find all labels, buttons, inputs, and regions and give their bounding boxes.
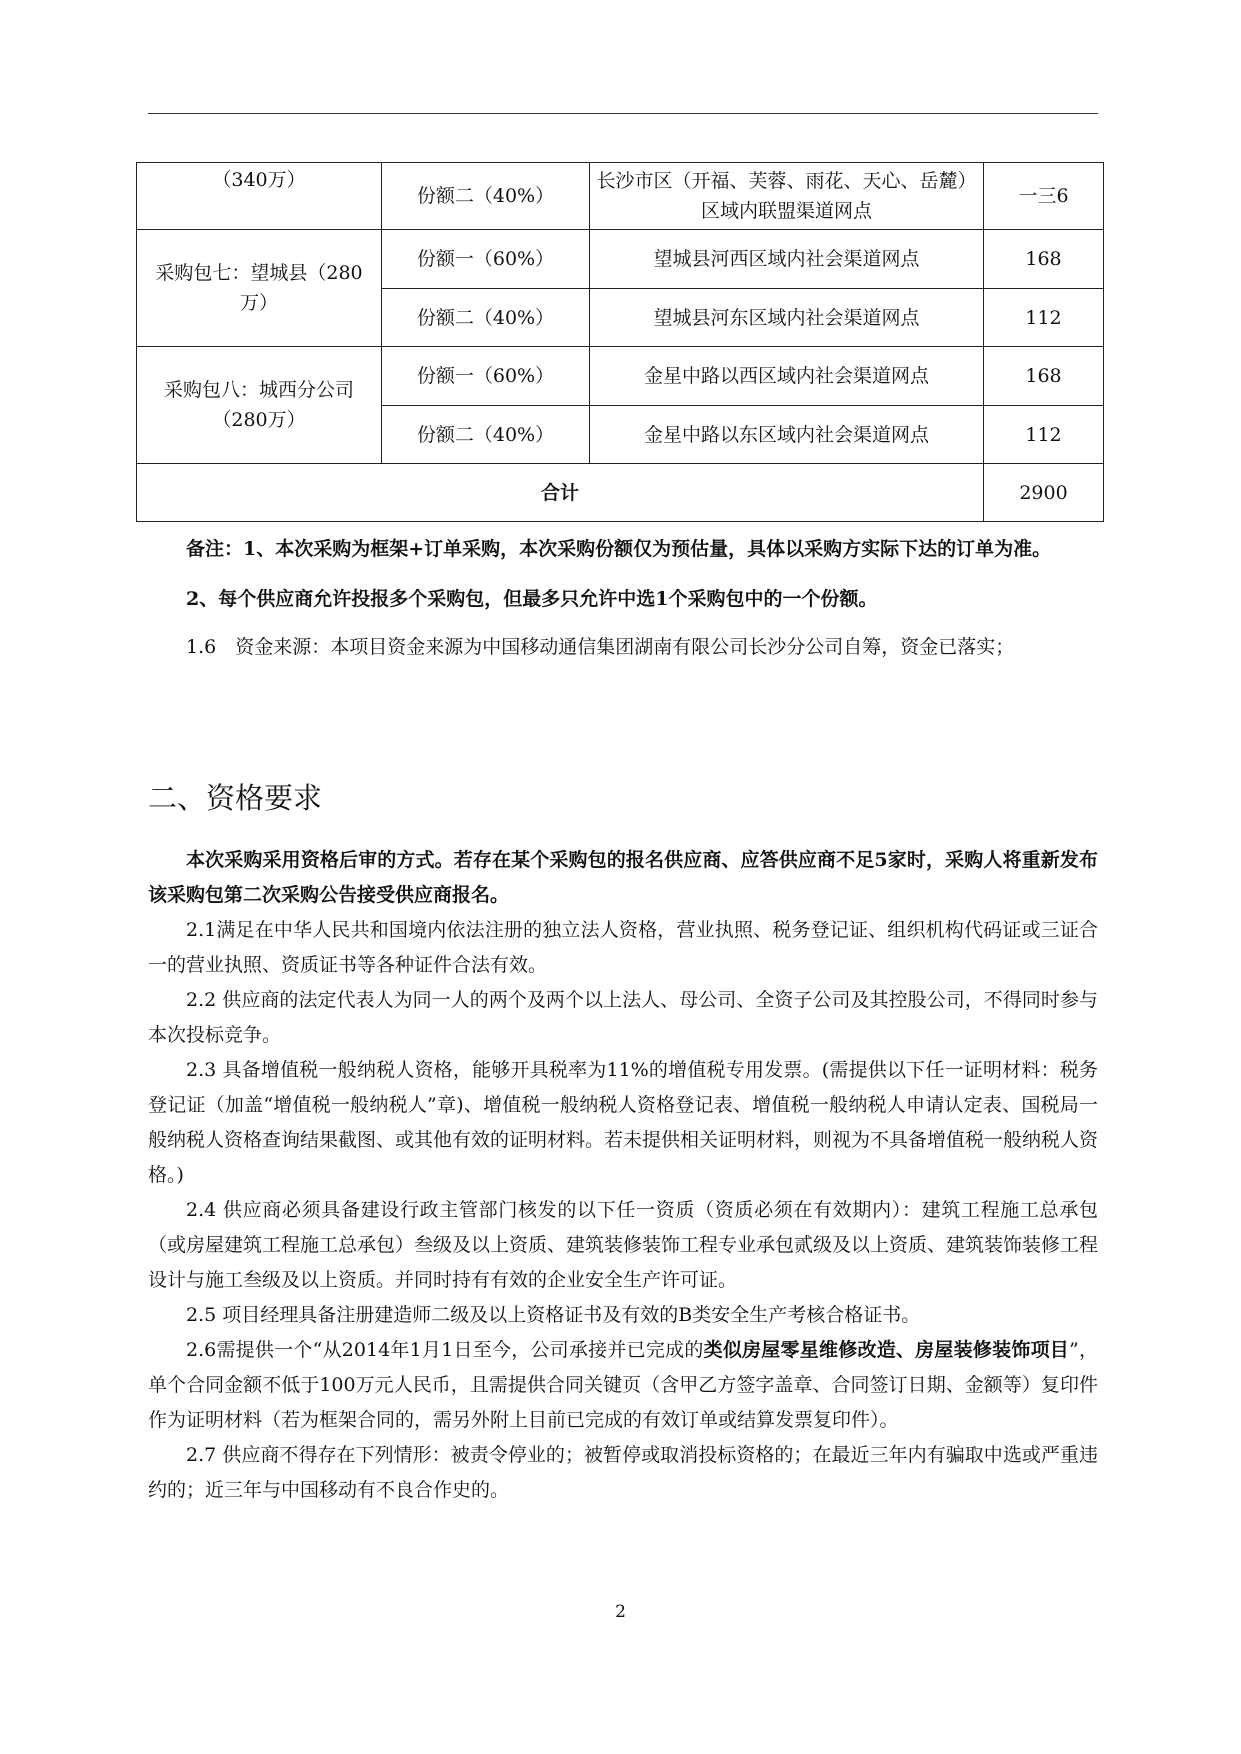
package-cell: 采购包八：城西分公司（280万） xyxy=(137,347,382,464)
requirement-2-5: 2.5 项目经理具备注册建造师二级及以上资格证书及有效的B类安全生产考核合格证书。 xyxy=(186,1304,921,1326)
requirement-2-6 xyxy=(148,1333,1098,1438)
page-number: 2 xyxy=(615,1602,626,1622)
amount-cell: 一三6 xyxy=(984,163,1104,230)
remarks-block xyxy=(148,525,1098,667)
remark-1: 备注：1、本次采购为框架+订单采购，本次采购份额仅为预估量，具体以采购方实际下达的订单为准。 xyxy=(186,538,1052,560)
table-row xyxy=(137,230,1104,289)
area-cell: 金星中路以西区域内社会渠道网点 xyxy=(590,347,984,406)
total-value: 2900 xyxy=(984,464,1104,522)
requirement-2-4: 2.4 供应商必须具备建设行政主管部门核发的以下任一资质（资质必须在有效期内）：建筑工程施工总承包（或房屋建筑工程施工总承包）叁级及以上资质、建筑装修装饰工程专业承包贰级及以上资质、建筑装饰装修工程设计与施工叁级及以上资质。并同时持有有效的企业安全生产许可证。 xyxy=(148,1199,1099,1291)
section-intro: 本次采购采用资格后审的方式。若存在某个采购包的报名供应商、应答供应商不足5家时，采购人将重新发布该采购包第二次采购公告接受供应商报名。 xyxy=(148,849,1098,906)
amount-cell: 112 xyxy=(984,406,1104,464)
funding-source: 1.6 资金来源：本项目资金来源为中国移动通信集团湖南有限公司长沙分公司自筹，资金已落实； xyxy=(186,636,1015,658)
requirement-2-2: 2.2 供应商的法定代表人为同一人的两个及两个以上法人、母公司、全资子公司及其控股公司，不得同时参与本次投标竞争。 xyxy=(148,989,1098,1046)
quota-cell: 份额二（40%） xyxy=(382,289,590,347)
package-cell: （340万） xyxy=(137,163,382,230)
quota-cell: 份额一（60%） xyxy=(382,230,590,289)
package-cell: 采购包七：望城县（280万） xyxy=(137,230,382,347)
requirement-2-1: 2.1满足在中华人民共和国境内依法注册的独立法人资格，营业执照、税务登记证、组织机构代码证或三证合一的营业执照、资质证书等各种证件合法有效。 xyxy=(148,919,1098,976)
requirement-2-6-emphasis: 类似房屋零星维修改造、房屋装修装饰项目 xyxy=(703,1339,1070,1361)
quota-cell: 份额一（60%） xyxy=(382,347,590,406)
remark-2: 2、每个供应商允许投报多个采购包，但最多只允许中选1个采购包中的一个份额。 xyxy=(186,588,878,610)
amount-cell: 112 xyxy=(984,289,1104,347)
qualification-requirements xyxy=(148,843,1098,1508)
section-heading: 二、资格要求 xyxy=(148,781,323,815)
area-cell: 望城县河东区域内社会渠道网点 xyxy=(590,289,984,347)
total-label: 合计 xyxy=(137,464,984,522)
amount-cell: 168 xyxy=(984,230,1104,289)
quota-cell: 份额二（40%） xyxy=(382,163,590,230)
requirement-2-3: 2.3 具备增值税一般纳税人资格，能够开具税率为11%的增值税专用发票。(需提供以下任一证明材料：税务登记证（加盖“增值税一般纳税人”章)、增值税一般纳税人资格登记表、增值税一般纳税人申请认定表、国税局一般纳税人资格查询结果截图、或其他有效的证明材料。若未提供相关证明材料，则视为不具备增值税一般纳税人资格。) xyxy=(148,1059,1099,1186)
procurement-package-table xyxy=(136,162,1104,522)
requirement-2-6-rest: ”，单个合同金额不低于100万元人民币，且需提供合同关键页（含甲乙方签字盖章、合同签订日期、金额等）复印件作为证明材料（若为框架合同的，需另外附上目前已完成的有效订单或结算发票复印件）。 xyxy=(148,1339,1098,1431)
header-rule xyxy=(148,113,1098,114)
area-cell: 金星中路以东区域内社会渠道网点 xyxy=(590,406,984,464)
area-cell: 望城县河西区域内社会渠道网点 xyxy=(590,230,984,289)
table-total-row xyxy=(137,464,1104,522)
amount-cell: 168 xyxy=(984,347,1104,406)
requirement-2-7: 2.7 供应商不得存在下列情形：被责令停业的；被暂停或取消投标资格的；在最近三年内有骗取中选或严重违约的；近三年与中国移动有不良合作史的。 xyxy=(148,1444,1098,1501)
table-row xyxy=(137,347,1104,406)
table-row xyxy=(137,163,1104,230)
quota-cell: 份额二（40%） xyxy=(382,406,590,464)
area-cell: 长沙市区（开福、芙蓉、雨花、天心、岳麓）区域内联盟渠道网点 xyxy=(590,163,984,230)
requirement-2-6-lead: 2.6需提供一个“从2014年1月1日至今，公司承接并已完成的 xyxy=(186,1339,704,1361)
